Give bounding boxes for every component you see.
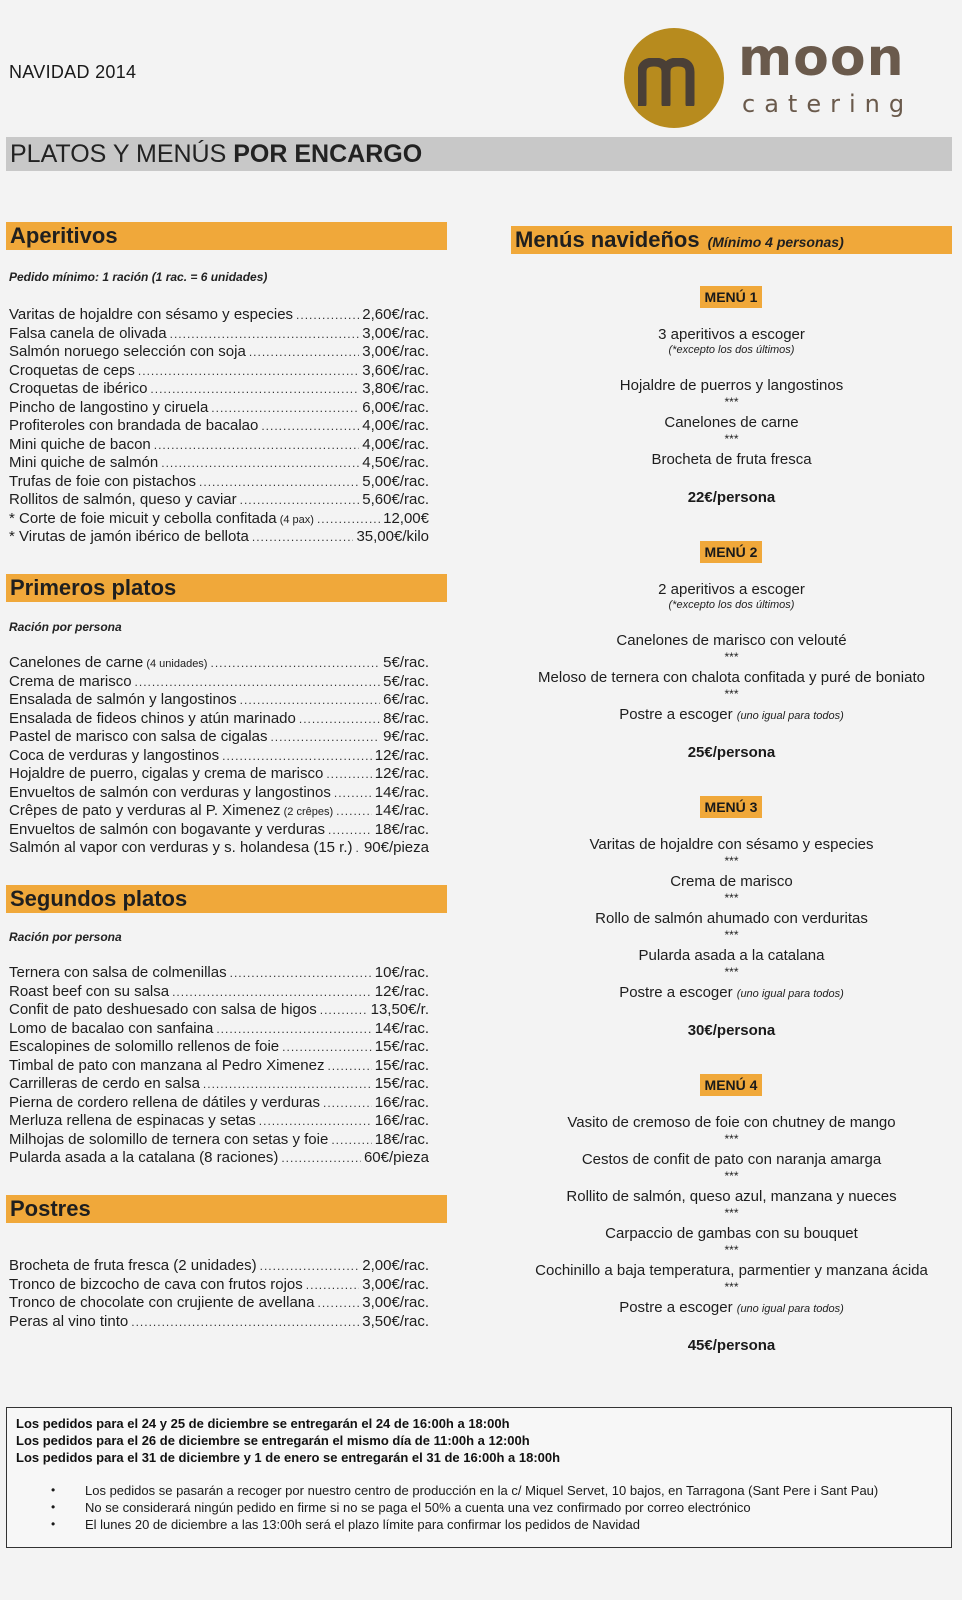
dish-price: 9€/rac. (383, 728, 429, 745)
price-list-item (9, 1075, 429, 1094)
dish-name: Crema de marisco (9, 672, 132, 690)
aperitivos-list (9, 306, 429, 547)
menu-2-dessert-note: (uno igual para todos) (736, 710, 844, 722)
dish-price: 2,00€/rac. (362, 1257, 429, 1274)
dot-leader (170, 325, 360, 344)
dot-leader (328, 821, 372, 840)
dish-name: Merluza rellena de espinacas y setas (9, 1112, 256, 1129)
dish-name: Tronco de chocolate con crujiente de avellana (9, 1294, 315, 1311)
dish-name: Escalopines de solomillo rellenos de foie (9, 1038, 280, 1055)
dish-name: Peras al vino tinto (9, 1312, 129, 1330)
menu-4-dish: Cochinillo a baja temperatura, parmentier y manzana ácida (535, 1262, 928, 1279)
price-list-item (9, 728, 429, 747)
delivery-line: Los pedidos para el 31 de diciembre y 1 de enero se entregarán el 31 de 16:00h a 18:00h (16, 1450, 561, 1465)
dish-price: 12€/rac. (374, 982, 429, 1000)
menu-4-dish: Cestos de confit de pato con naranja amarga (581, 1151, 882, 1168)
section-postres-heading: Postres (6, 1195, 447, 1223)
dish-name: Mini quiche de salmón (9, 454, 159, 471)
menu-3-dish (511, 984, 952, 1003)
price-list-item (9, 802, 429, 821)
dot-leader (327, 1057, 371, 1076)
menus-minimum-note: (Mínimo 4 personas) (707, 234, 844, 250)
dish-name: Coca de verduras y langostinos (9, 746, 220, 764)
menu-2-dish: Meloso de ternera con chalota confitada y puré de boniato (538, 669, 925, 686)
menu-4-title: MENÚ 4 (700, 1074, 762, 1096)
dot-leader (161, 454, 359, 473)
dot-leader (317, 510, 380, 529)
price-list-item (9, 362, 429, 381)
dish-name: Falsa canela de olivada (9, 324, 167, 342)
dot-leader (240, 691, 380, 710)
price-list-item (9, 454, 429, 473)
menu-separator: *** (724, 432, 739, 446)
dish-price: 3,00€/rac. (362, 324, 429, 342)
price-list-item (9, 710, 429, 729)
dish-price: 4,00€/rac. (362, 435, 429, 453)
dish-price: 12,00€ (383, 509, 429, 527)
dish-name: Trufas de foie con pistachos (9, 472, 197, 490)
primeros-list (9, 654, 429, 858)
price-list-item (9, 1038, 429, 1057)
section-segundos-heading: Segundos platos (6, 885, 447, 913)
price-list-item (9, 436, 429, 455)
condition-item (51, 1482, 878, 1499)
logo-subword: catering (742, 90, 914, 118)
price-list-item (9, 325, 429, 344)
condition-item (51, 1499, 878, 1516)
dish-name: Pastel de marisco con salsa de cigalas (9, 728, 268, 745)
dish-price: 13,50€/r. (370, 1001, 429, 1018)
menu-2-dish (511, 706, 952, 725)
menu-4-dish (511, 1299, 952, 1318)
dot-leader (296, 306, 359, 325)
price-list-item (9, 1294, 429, 1313)
dish-price: 4,50€/rac. (362, 454, 429, 471)
dot-leader (230, 964, 372, 983)
price-list-item (9, 1094, 429, 1113)
dot-leader (252, 528, 354, 547)
dish-price: 12€/rac. (374, 746, 429, 764)
dot-leader (320, 1001, 368, 1020)
postres-list (9, 1257, 429, 1331)
dish-quantity-note: (4 pax) (276, 513, 314, 526)
price-list-item (9, 1257, 429, 1276)
dish-price: 5,00€/rac. (362, 472, 429, 490)
dish-price: 2,60€/rac. (362, 306, 429, 323)
segundos-list (9, 964, 429, 1168)
dish-price: 35,00€/kilo (356, 528, 429, 545)
price-list-item (9, 510, 429, 529)
bullet-icon: • (51, 1517, 56, 1531)
menu-1-dish: Brocheta de fruta fresca (651, 451, 812, 468)
dish-price: 16€/rac. (374, 1112, 429, 1129)
price-list-item (9, 654, 429, 673)
dish-name: Roast beef con su salsa (9, 982, 170, 1000)
price-list-item (9, 1131, 429, 1150)
banner-normal-text: PLATOS Y MENÚS (10, 140, 234, 168)
dish-price: 15€/rac. (374, 1056, 429, 1074)
dot-leader (210, 654, 380, 673)
dish-price: 6€/rac. (383, 691, 429, 708)
menu-separator: *** (724, 650, 739, 664)
dish-name: Envueltos de salmón con bogavante y verduras (9, 820, 326, 838)
menu-1-price: 22€/persona (687, 489, 776, 506)
dish-price: 6,00€/rac. (362, 398, 429, 416)
dot-leader (270, 728, 380, 747)
dot-leader (131, 1313, 359, 1332)
dish-name: Pierna de cordero rellena de dátiles y verduras (9, 1093, 321, 1111)
dot-leader (356, 839, 361, 858)
section-primeros-note: Ración por persona (9, 620, 122, 634)
price-list-item (9, 1149, 429, 1168)
menu-separator: *** (724, 395, 739, 409)
dish-price: 8€/rac. (383, 709, 429, 727)
price-list-item (9, 1276, 429, 1295)
dish-price: 18€/rac. (374, 820, 429, 838)
moon-catering-logo (624, 26, 944, 130)
price-list-item (9, 839, 429, 858)
section-aperitivos-note: Pedido mínimo: 1 ración (1 rac. = 6 unidades) (9, 270, 268, 284)
condition-item (51, 1516, 878, 1533)
price-list-item (9, 1112, 429, 1131)
menu-1-title: MENÚ 1 (700, 286, 762, 308)
menu-1-dish: Canelones de carne (664, 414, 799, 431)
menu-separator: *** (724, 891, 739, 905)
menu-4-dish: Rollito de salmón, queso azul, manzana y nueces (566, 1188, 897, 1205)
price-list-item (9, 528, 429, 547)
dot-leader (135, 673, 381, 692)
dish-price: 3,00€/rac. (362, 1275, 429, 1293)
menu-3-dish: Crema de marisco (670, 873, 793, 890)
dot-leader (299, 710, 380, 729)
menu-4-price: 45€/persona (687, 1337, 776, 1354)
menu-separator: *** (724, 854, 739, 868)
dish-price: 4,00€/rac. (362, 417, 429, 434)
dish-name: * Corte de foie micuit y cebolla confitada (4 pax) (9, 509, 314, 527)
dish-price: 5,60€/rac. (362, 491, 429, 508)
menu-1-dish: Hojaldre de puerros y langostinos (619, 377, 844, 394)
dot-leader (154, 436, 360, 455)
dot-leader (306, 1276, 360, 1295)
dish-price: 15€/rac. (374, 1075, 429, 1092)
dot-leader (331, 1131, 371, 1150)
dish-name: Profiteroles con brandada de bacalao (9, 417, 259, 434)
dish-name: Salmón al vapor con verduras y s. holandesa (15 r.) (9, 839, 353, 856)
menu-separator: *** (724, 1280, 739, 1294)
price-list-item (9, 1020, 429, 1039)
dish-price: 14€/rac. (374, 783, 429, 801)
dish-price: 3,50€/rac. (362, 1312, 429, 1330)
dish-price: 10€/rac. (374, 964, 429, 981)
menu-3-dessert: Postre a escoger (619, 984, 733, 1001)
dish-name: Envueltos de salmón con verduras y langostinos (9, 783, 331, 801)
price-list-item (9, 964, 429, 983)
price-list-item (9, 1057, 429, 1076)
price-list-item (9, 343, 429, 362)
dish-name: Canelones de carne (4 unidades) (9, 654, 208, 671)
section-primeros-heading: Primeros platos (6, 574, 447, 602)
page-banner (6, 137, 952, 171)
menu-3-dish: Pularda asada a la catalana (638, 947, 825, 964)
price-list-item (9, 765, 429, 784)
dish-name: Salmón noruego selección con soja (9, 343, 246, 360)
menu-2-price: 25€/persona (687, 744, 776, 761)
dot-leader (249, 343, 359, 362)
menu-2-dish: 2 aperitivos a escoger (658, 581, 805, 598)
section-menus-heading (511, 226, 952, 254)
price-list-item (9, 983, 429, 1002)
dot-leader (317, 1294, 359, 1313)
dish-price: 60€/pieza (363, 1149, 429, 1166)
dish-price: 14€/rac. (374, 1019, 429, 1037)
price-list-item (9, 784, 429, 803)
dish-name: Ensalada de fideos chinos y atún marinado (9, 709, 296, 727)
dish-quantity-note: (2 crêpes) (280, 806, 334, 818)
bullet-icon: • (51, 1500, 56, 1514)
dish-price: 18€/rac. (374, 1130, 429, 1148)
dot-leader (336, 802, 372, 821)
price-list-item (9, 1313, 429, 1332)
dish-name: Ternera con salsa de colmenillas (9, 964, 227, 981)
menu-4-dessert-note: (uno igual para todos) (736, 1303, 844, 1315)
dish-price: 3,00€/rac. (362, 343, 429, 360)
menu-3-dish: Rollo de salmón ahumado con verduritas (595, 910, 868, 927)
dish-name: Tronco de bizcocho de cava con frutos rojos (9, 1275, 303, 1293)
dish-price: 12€/rac. (374, 765, 429, 782)
dish-name: Croquetas de ceps (9, 361, 135, 379)
dish-name: Milhojas de solomillo de ternera con setas y foie (9, 1130, 329, 1148)
dish-price: 16€/rac. (374, 1093, 429, 1111)
dish-name: Carrilleras de cerdo en salsa (9, 1075, 200, 1092)
dot-leader (240, 491, 360, 510)
delivery-line: Los pedidos para el 24 y 25 de diciembre se entregarán el 24 de 16:00h a 18:00h (16, 1416, 510, 1431)
section-segundos-note: Ración por persona (9, 930, 122, 944)
price-list-item (9, 380, 429, 399)
season-title: NAVIDAD 2014 (9, 62, 137, 82)
menu-separator: *** (724, 1206, 739, 1220)
dot-leader (203, 1075, 372, 1094)
dish-name: Crêpes de pato y verduras al P. Ximenez (2 crêpes) (9, 802, 334, 819)
dot-leader (282, 1038, 372, 1057)
menu-2-dessert: Postre a escoger (619, 706, 733, 723)
price-list-item (9, 1001, 429, 1020)
price-list-item (9, 747, 429, 766)
menu-3-price: 30€/persona (687, 1022, 776, 1039)
dish-price: 5€/rac. (383, 672, 429, 690)
condition-text: Los pedidos se pasarán a recoger por nuestro centro de producción en la c/ Miquel Servet, 10 bajos, en Tarragona (Sant Pere i Sant Pau) (85, 1483, 879, 1498)
dish-price: 14€/rac. (374, 802, 429, 819)
dish-name: Brocheta de fruta fresca (2 unidades) (9, 1257, 257, 1274)
dot-leader (323, 1094, 372, 1113)
dish-name: Varitas de hojaldre con sésamo y especies (9, 306, 294, 323)
condition-text: No se considerará ningún pedido en firme si no se paga el 50% a cuenta una vez confirmado por correo electrónico (85, 1500, 751, 1515)
menu-separator: *** (724, 1243, 739, 1257)
price-list-item (9, 306, 429, 325)
logo-circle (624, 28, 724, 128)
price-list-item (9, 399, 429, 418)
dot-leader (150, 380, 359, 399)
dish-name: Rollitos de salmón, queso y caviar (9, 491, 237, 508)
dish-price: 15€/rac. (374, 1038, 429, 1055)
menus-title: Menús navideños (515, 227, 700, 252)
dot-leader (281, 1149, 361, 1168)
dish-name: Confit de pato deshuesado con salsa de higos (9, 1001, 317, 1018)
dish-price: 3,80€/rac. (362, 380, 429, 397)
price-list-item (9, 491, 429, 510)
logo-m-icon (638, 58, 710, 106)
menu-separator: *** (724, 1132, 739, 1146)
menu-separator: *** (724, 928, 739, 942)
price-list-item (9, 821, 429, 840)
delivery-info-box (6, 1407, 952, 1548)
dish-name: Pincho de langostino y ciruela (9, 398, 209, 416)
dish-name: * Virutas de jamón ibérico de bellota (9, 528, 249, 545)
menu-2-dish-note: (*excepto los dos últimos) (668, 599, 795, 611)
price-list-item (9, 673, 429, 692)
menu-3-dish: Varitas de hojaldre con sésamo y especies (589, 836, 874, 853)
banner-bold-text: POR ENCARGO (233, 140, 423, 168)
menu-4-dish: Vasito de cremoso de foie con chutney de mango (567, 1114, 896, 1131)
dish-name: Timbal de pato con manzana al Pedro Ximenez (9, 1056, 325, 1074)
logo-word: moon (738, 28, 905, 88)
menu-2-title: MENÚ 2 (700, 541, 762, 563)
price-list-item (9, 473, 429, 492)
dot-leader (211, 399, 359, 418)
delivery-line: Los pedidos para el 26 de diciembre se entregarán el mismo día de 11:00h a 12:00h (16, 1433, 530, 1448)
dot-leader (199, 473, 359, 492)
menu-3-title: MENÚ 3 (700, 796, 762, 818)
section-aperitivos-heading: Aperitivos (6, 222, 447, 250)
dish-price: 3,60€/rac. (362, 361, 429, 379)
dot-leader (216, 1020, 371, 1039)
dish-price: 3,00€/rac. (362, 1294, 429, 1311)
dish-name: Lomo de bacalao con sanfaina (9, 1019, 214, 1037)
menu-1-dish: 3 aperitivos a escoger (658, 326, 805, 343)
dish-name: Hojaldre de puerro, cigalas y crema de marisco (9, 765, 324, 782)
price-list-item (9, 417, 429, 436)
dot-leader (260, 1257, 360, 1276)
menu-2-dish: Canelones de marisco con velouté (616, 632, 847, 649)
dish-price: 5€/rac. (383, 654, 429, 671)
bullet-icon: • (51, 1483, 56, 1497)
dish-name: Croquetas de ibérico (9, 380, 148, 397)
dot-leader (334, 784, 372, 803)
dish-name: Mini quiche de bacon (9, 435, 151, 453)
dot-leader (172, 983, 372, 1002)
menu-4-dessert: Postre a escoger (619, 1299, 733, 1316)
menu-separator: *** (724, 687, 739, 701)
dish-name: Ensalada de salmón y langostinos (9, 691, 237, 708)
dot-leader (261, 417, 359, 436)
menu-3-dessert-note: (uno igual para todos) (736, 988, 844, 1000)
dot-leader (222, 747, 372, 766)
menu-4-dish: Carpaccio de gambas con su bouquet (605, 1225, 858, 1242)
condition-text: El lunes 20 de diciembre a las 13:00h será el plazo límite para confirmar los pedidos de Navidad (85, 1517, 640, 1532)
conditions-list (51, 1482, 878, 1533)
dish-name: Pularda asada a la catalana (8 raciones) (9, 1149, 279, 1166)
menu-1-dish-note: (*excepto los dos últimos) (668, 344, 795, 356)
dish-quantity-note: (4 unidades) (143, 658, 208, 670)
menu-separator: *** (724, 1169, 739, 1183)
dot-leader (326, 765, 371, 784)
dish-price: 90€/pieza (363, 839, 429, 856)
menu-separator: *** (724, 965, 739, 979)
dot-leader (259, 1112, 372, 1131)
delivery-lines (16, 1415, 560, 1466)
dot-leader (138, 362, 359, 381)
price-list-item (9, 691, 429, 710)
